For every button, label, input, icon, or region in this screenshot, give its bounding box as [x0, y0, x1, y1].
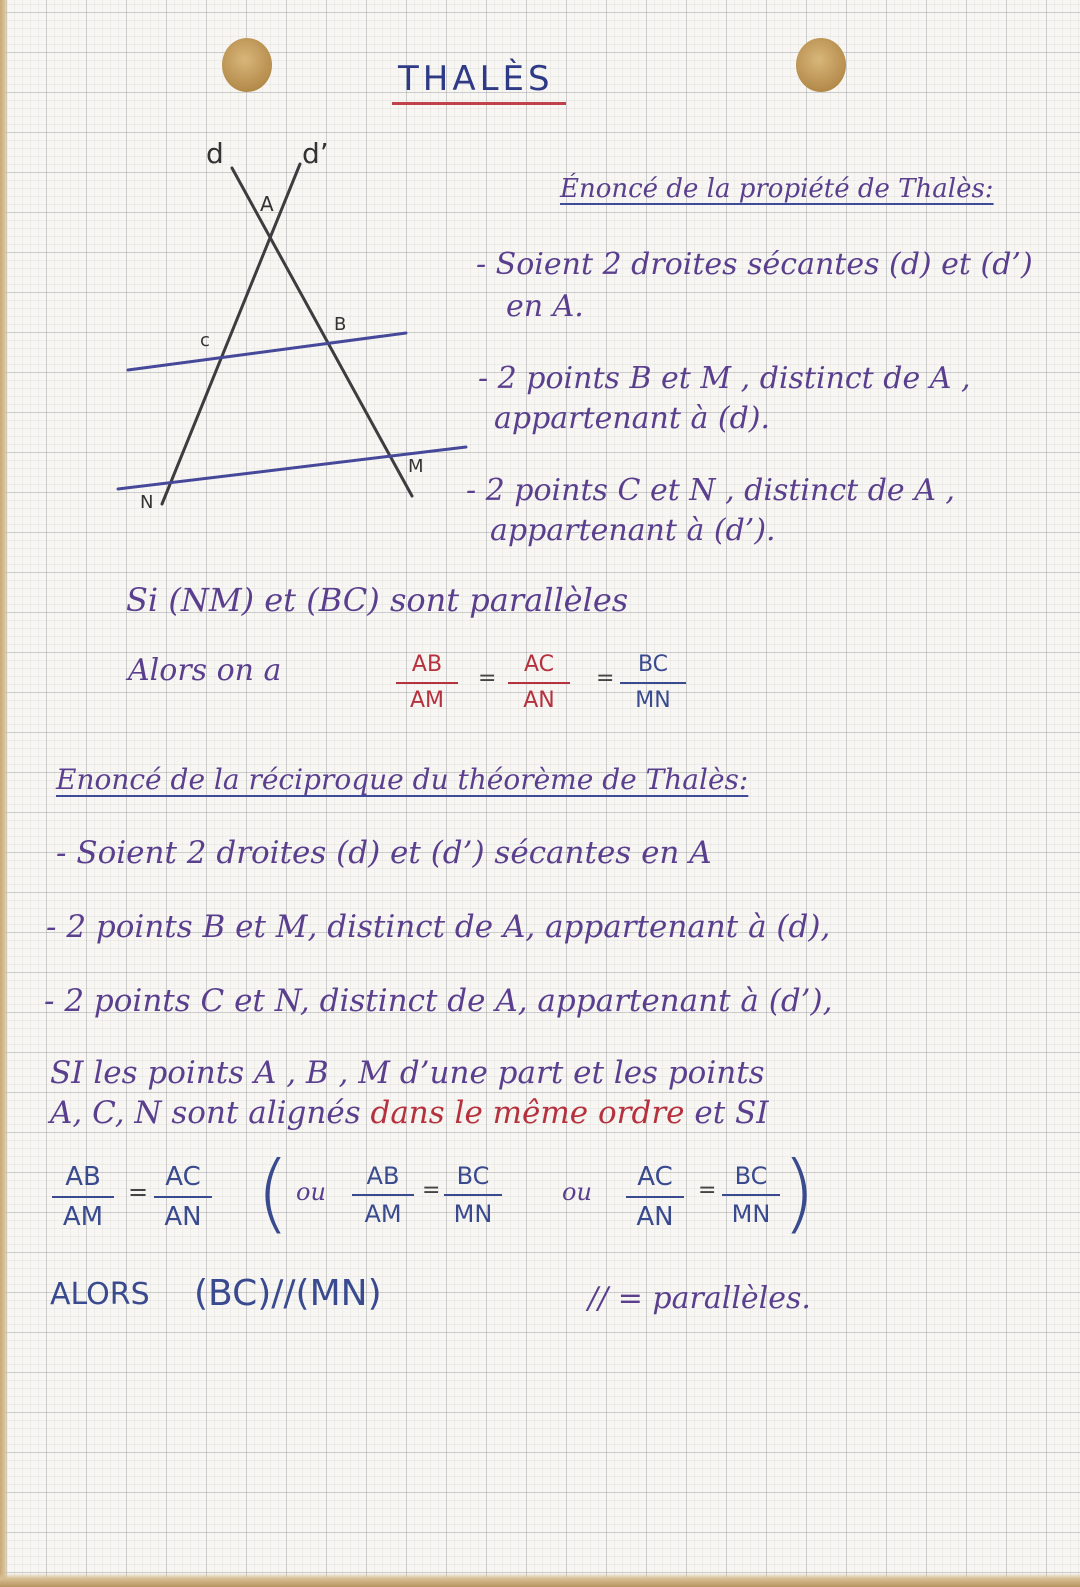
reciprocal-heading: Enoncé de la réciproque du théorème de Thalès: — [56, 763, 749, 796]
property-ratio-bc-mn: BC MN — [620, 654, 686, 712]
alt-ratio-ac-an: AC AN — [626, 1164, 684, 1230]
page-title: THALÈS — [398, 59, 554, 99]
condition-and-if-text: et SI — [694, 1095, 769, 1131]
property-item-1-line-1: - Soient 2 droites sécantes (d) et (d’) — [476, 247, 1033, 282]
alt-ratio-bc-mn: BC MN — [444, 1164, 502, 1226]
line-d-prime — [162, 164, 300, 504]
reciprocal-item-1: - Soient 2 droites (d) et (d’) sécantes en A — [56, 835, 712, 871]
conclusion-formula: (BC)//(MN) — [194, 1273, 382, 1314]
reciprocal-item-2: - 2 points B et M, distinct de A, appartenant à (d), — [46, 909, 831, 945]
property-item-2-line-1: - 2 points B et M , distinct de A , — [478, 361, 971, 396]
page-edge-bottom — [0, 1573, 1080, 1587]
equals-sign: = — [698, 1178, 717, 1203]
property-heading: Énoncé de la propiété de Thalès: — [560, 174, 994, 204]
label-c: c — [200, 330, 210, 351]
property-item-2-line-2: appartenant à (d). — [494, 401, 771, 436]
alt-ratio-bc-mn: BC MN — [722, 1164, 780, 1226]
label-a: A — [260, 192, 274, 216]
or-label-2: ou — [562, 1178, 592, 1206]
reciprocal-item-3: - 2 points C et N, distinct de A, appartenant à (d’), — [44, 983, 833, 1019]
alt-ratio-ab-am: AB AM — [352, 1164, 414, 1226]
property-ratio-ac-an: AC AN — [508, 654, 570, 712]
property-hypothesis: Si (NM) et (BC) sont parallèles — [126, 581, 629, 619]
parallel-legend: // = parallèles. — [588, 1281, 811, 1316]
reciprocal-ratio-ab-am: AB AM — [52, 1164, 114, 1230]
label-d-prime: d’ — [302, 137, 329, 170]
label-d: d — [206, 137, 224, 170]
label-n: N — [140, 492, 154, 513]
line-bc — [128, 330, 406, 370]
condition-aligned-text: A, C, N sont alignés — [50, 1095, 361, 1131]
page-edge-left — [0, 0, 8, 1587]
label-m: M — [408, 456, 424, 477]
close-parenthesis: ) — [782, 1143, 816, 1243]
reciprocal-ratio-ac-an: AC AN — [154, 1164, 212, 1230]
property-item-3-line-1: - 2 points C et N , distinct de A , — [466, 473, 955, 508]
line-d — [232, 168, 412, 496]
reciprocal-condition-line-1: SI les points A , B , M d’une part et les points — [50, 1055, 765, 1091]
property-conclusion-label: Alors on a — [128, 653, 282, 688]
property-item-3-line-2: appartenant à (d’). — [490, 513, 776, 548]
open-parenthesis: ( — [256, 1143, 290, 1243]
label-b: B — [334, 314, 347, 335]
conclusion-label: ALORS — [50, 1277, 150, 1312]
or-label-1: ou — [296, 1178, 326, 1206]
equals-sign: = — [128, 1178, 149, 1206]
binder-hole-left — [222, 38, 272, 92]
equals-sign: = — [596, 666, 615, 691]
equals-sign: = — [478, 666, 497, 691]
condition-same-order-text: dans le même ordre — [370, 1095, 685, 1131]
equals-sign: = — [422, 1178, 441, 1203]
binder-hole-right — [796, 38, 846, 92]
reciprocal-condition-line-2 — [50, 1095, 769, 1131]
title-underline — [392, 102, 566, 105]
property-ratio-ab-am: AB AM — [396, 654, 458, 712]
property-item-1-line-2: en A. — [506, 289, 584, 324]
